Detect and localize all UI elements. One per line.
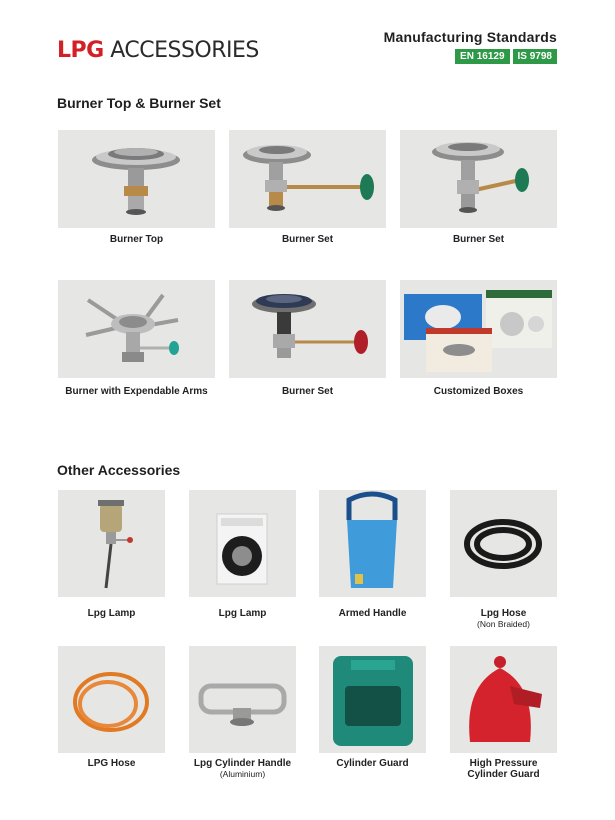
caption-cylinder-handle-label: Lpg Cylinder Handle — [193, 758, 292, 769]
caption-burner-set-1: Burner Set — [281, 234, 334, 245]
caption-burner-top: Burner Top — [109, 234, 164, 245]
lpg-cylinder-handle-image — [189, 646, 296, 753]
caption-high-pressure-cylinder-guard — [443, 758, 564, 780]
caption-burner-set-2: Burner Set — [452, 234, 505, 245]
caption-high-pressure-label: High Pressure — [469, 758, 538, 769]
standard-badge-en: EN 16129 — [455, 49, 509, 64]
brand-accessories: ACCESSORIES — [110, 38, 259, 63]
caption-cylinder-handle-sub: (Aluminium) — [219, 769, 266, 779]
standards-title: Manufacturing Standards — [383, 29, 557, 45]
caption-high-pressure-label-2: Cylinder Guard — [467, 769, 540, 780]
lpg-hose-image — [58, 646, 165, 753]
caption-lpg-lamp-1: Lpg Lamp — [87, 608, 136, 619]
burner-set-image-3 — [229, 280, 386, 378]
manufacturing-standards — [384, 29, 557, 64]
burner-expandable-arms-image — [58, 280, 215, 378]
burner-set-image-1 — [229, 130, 386, 228]
armed-handle-image — [319, 490, 426, 597]
standard-badge-is: IS 9798 — [513, 49, 557, 64]
caption-lpg-hose-non-braided — [443, 608, 564, 630]
caption-burner-set-3: Burner Set — [281, 386, 334, 397]
caption-lpg-cylinder-handle — [180, 758, 305, 780]
caption-cylinder-guard: Cylinder Guard — [336, 758, 409, 769]
caption-lpg-hose-sub: (Non Braided) — [477, 619, 530, 629]
lpg-lamp-image-1 — [58, 490, 165, 597]
brand-lpg: LPG — [57, 38, 104, 63]
high-pressure-cylinder-guard-image — [450, 646, 557, 753]
cylinder-guard-image — [319, 646, 426, 753]
brand-title — [57, 38, 259, 63]
customized-boxes-image — [400, 280, 557, 378]
caption-lpg-hose-label: Lpg Hose — [480, 608, 527, 619]
caption-burner-expandable-arms: Burner with Expendable Arms — [65, 386, 208, 397]
burner-set-image-2 — [400, 130, 557, 228]
caption-lpg-hose: LPG Hose — [87, 758, 136, 769]
section-title-burner: Burner Top & Burner Set — [57, 95, 221, 111]
caption-armed-handle: Armed Handle — [338, 608, 407, 619]
caption-customized-boxes: Customized Boxes — [433, 386, 524, 397]
lpg-lamp-image-2 — [189, 490, 296, 597]
burner-top-image — [58, 130, 215, 228]
caption-lpg-lamp-2: Lpg Lamp — [218, 608, 267, 619]
section-title-other: Other Accessories — [57, 462, 181, 478]
lpg-hose-non-braided-image — [450, 490, 557, 597]
